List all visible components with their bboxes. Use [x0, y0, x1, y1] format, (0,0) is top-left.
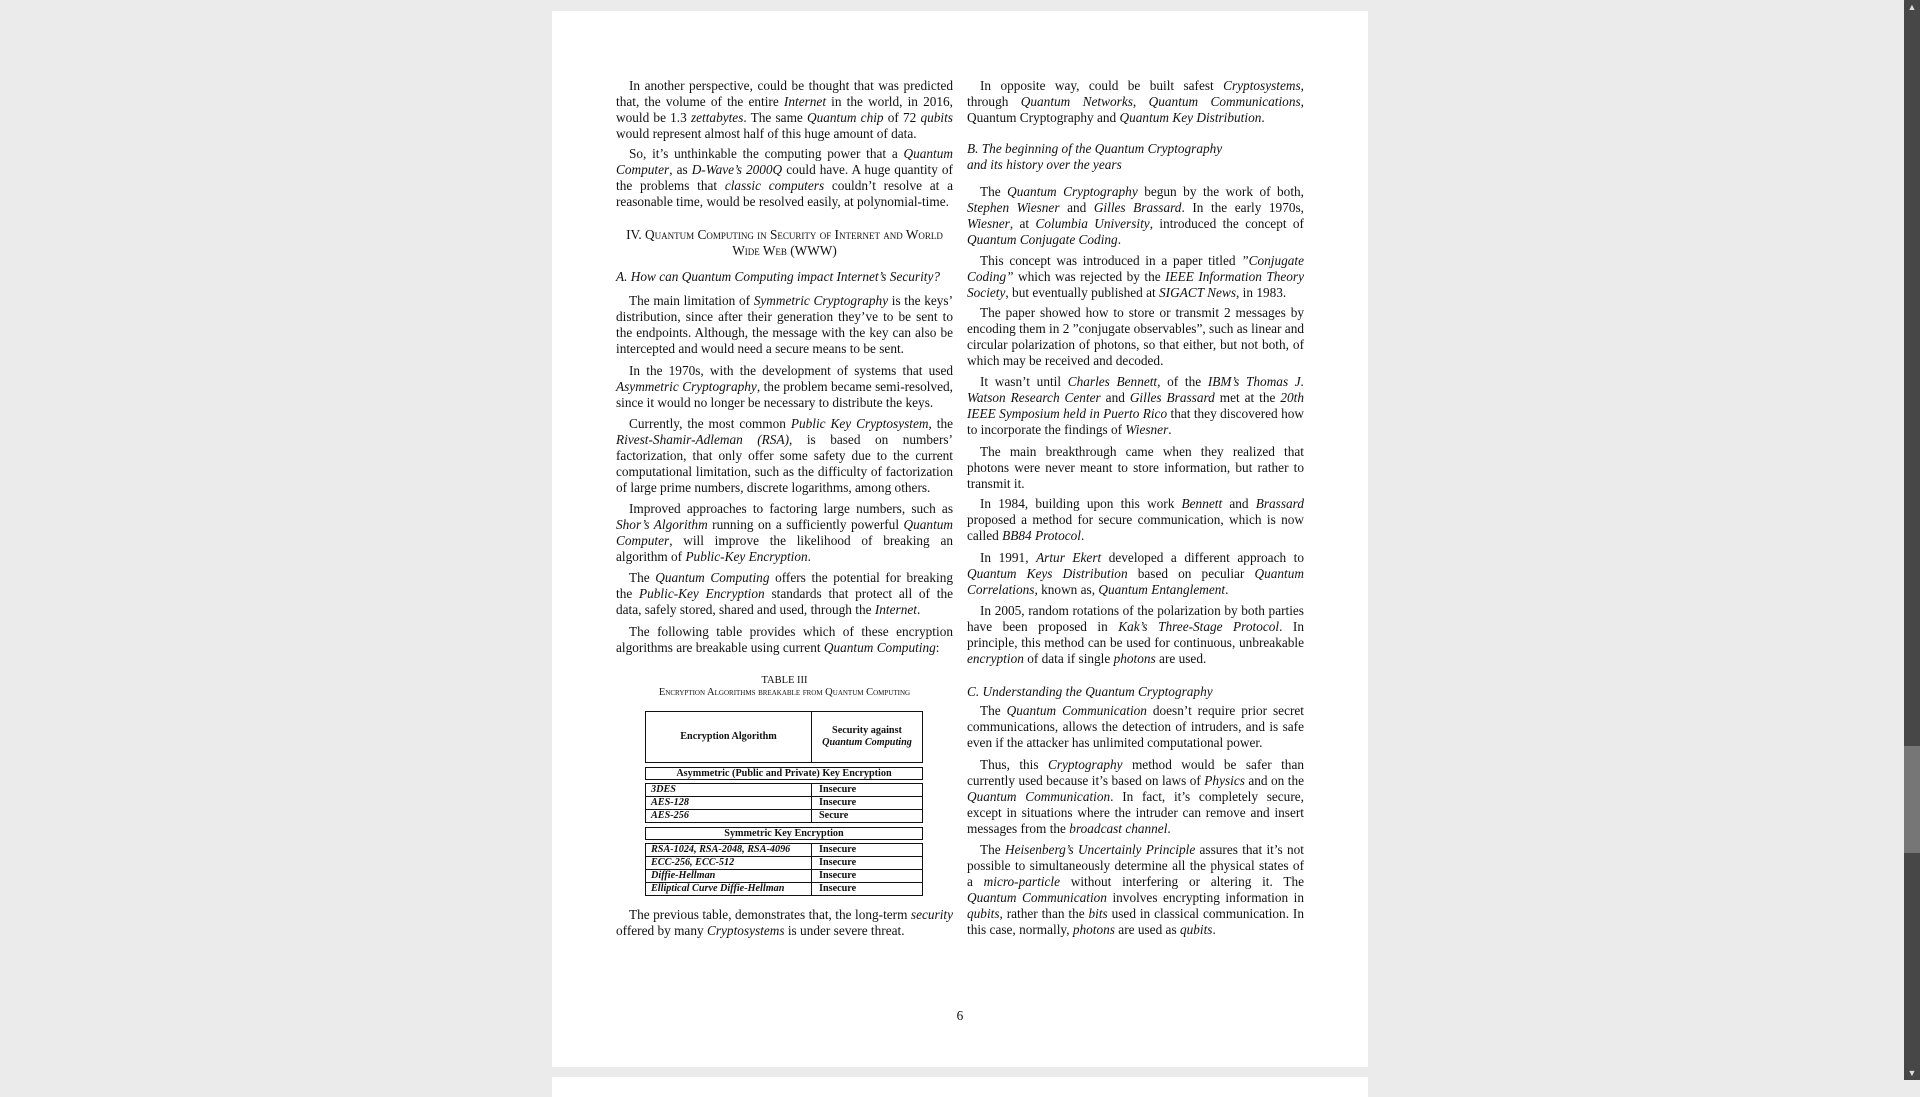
algorithm-cell: Diffie-Hellman — [646, 870, 812, 882]
italic-term: Quantum Networks — [1020, 94, 1133, 109]
security-cell: Insecure — [819, 784, 857, 795]
text-run: standards that protect all of the data, safely stored, shared and used, through the — [616, 586, 953, 617]
text-run: The previous table, demonstrates that, the long-term — [629, 907, 911, 922]
text-run: In 1991, — [980, 550, 1037, 565]
italic-term: Quantum Computing — [655, 570, 770, 585]
table-group-header: Asymmetric (Public and Private) Key Encryption — [645, 767, 923, 780]
table-header — [645, 711, 923, 763]
paragraph — [967, 550, 1304, 598]
italic-term: zettabytes — [690, 110, 744, 125]
italic-term: Quantum Conjugate Coding — [967, 232, 1118, 247]
italic-term: bits — [1088, 906, 1108, 921]
text-run: based on peculiar — [1127, 566, 1255, 581]
text-run: of 72 — [883, 110, 921, 125]
text-run: This concept was introduced in a paper titled — [980, 253, 1242, 268]
italic-term: Quantum Cryptography — [1007, 184, 1138, 199]
italic-term: D-Wave’s 2000Q — [691, 162, 783, 177]
text-run: In 1984, building upon this work — [980, 496, 1182, 511]
security-cell: Insecure — [819, 870, 857, 881]
italic-term: classic computers — [724, 178, 825, 193]
security-cell: Insecure — [819, 844, 857, 855]
text-run: without interfering or altering it. The — [1059, 874, 1305, 889]
text-run: , the — [928, 416, 953, 431]
security-cell: Insecure — [819, 857, 857, 868]
italic-term: micro-particle — [983, 874, 1060, 889]
vertical-scrollbar[interactable] — [1904, 0, 1920, 1080]
text-run: . — [1167, 821, 1171, 836]
text-run: In the 1970s, with the development of systems that used — [629, 363, 953, 378]
text-run: offered by many — [616, 923, 707, 938]
header-algorithm: Encryption Algorithm — [646, 712, 812, 762]
italic-term: Charles Bennett — [1067, 374, 1158, 389]
paragraph — [616, 78, 953, 142]
text-run: , rather than the — [999, 906, 1089, 921]
table-row — [646, 856, 922, 869]
text-run: . The same — [743, 110, 807, 125]
italic-term: Quantum Entanglement — [1098, 582, 1226, 597]
header-security — [812, 712, 922, 762]
italic-term: Internet — [783, 94, 827, 109]
text-run: are used. — [1155, 651, 1207, 666]
italic-term: Cryptography — [1047, 757, 1123, 772]
scrollbar-thumb[interactable] — [1904, 746, 1920, 853]
paragraph — [967, 253, 1304, 301]
paragraph — [616, 501, 953, 565]
italic-term: Quantum Communication — [1006, 703, 1147, 718]
text-run: running on a sufficiently powerful — [707, 517, 904, 532]
text-run: proposed a method for secure communication, which is now called — [967, 512, 1304, 543]
italic-term: qubits — [1179, 922, 1213, 937]
text-run: , as — [669, 162, 692, 177]
italic-term: Wiesner — [967, 216, 1010, 231]
text-run: Improved approaches to factoring large numbers, such as — [629, 501, 953, 516]
italic-term: Heisenberg’s Uncertainly Principle — [1004, 842, 1196, 857]
security-cell: Insecure — [819, 883, 857, 894]
text-run: Thus, this — [980, 757, 1048, 772]
paragraph — [616, 624, 953, 656]
italic-term: Quantum Key Distribution — [1119, 110, 1262, 125]
table-row — [646, 844, 922, 856]
text-run: , the problem became semi-resolved, since it would no longer be necessary to distribute the keys. — [616, 379, 953, 410]
chevron-up-icon[interactable]: ▲ — [1907, 2, 1917, 12]
italic-term: Bennett — [1181, 496, 1223, 511]
paragraph — [967, 305, 1304, 369]
italic-term: ”Conjugate Coding” — [967, 253, 1304, 284]
text-run: . — [1225, 582, 1229, 597]
algorithm-cell: AES-256 — [646, 810, 812, 822]
italic-term: Cryptosystems — [706, 923, 785, 938]
italic-term: Symmetric Cryptography — [753, 293, 889, 308]
table-group-rows — [645, 843, 923, 896]
subsection-heading: C. Understanding the Quantum Cryptography — [967, 684, 1213, 699]
text-run: , is based on numbers’ factorization, that only offer some safety due to the current computational limitation, such as the difficulty of factorization of large prime numbers, discrete logarithms, among others. — [616, 432, 953, 495]
italic-term: IBM’s Thomas J. Watson Research Center — [967, 374, 1305, 405]
paragraph — [967, 603, 1304, 667]
text-run: It wasn’t until — [980, 374, 1068, 389]
text-run: The main limitation of — [629, 293, 754, 308]
italic-term: qubits — [967, 906, 1000, 921]
text-run: that they discovered how to incorporate the findings of — [967, 406, 1304, 437]
text-run: , known as, — [1034, 582, 1099, 597]
italic-term: Quantum Computing — [823, 640, 936, 655]
text-run: . — [807, 549, 811, 564]
text-run: and on the — [1244, 773, 1304, 788]
table-row — [646, 809, 922, 822]
paragraph — [616, 416, 953, 496]
text-run: doesn’t require prior secret communications, allows the detection of intruders, and is safe even if the attacker has unlimited computational power. — [967, 703, 1304, 750]
italic-term: Physics — [1204, 773, 1245, 788]
italic-term: Kak’s Three-Stage Protocol — [1118, 619, 1280, 634]
text-run: involves encrypting information in — [1106, 890, 1304, 905]
italic-term: Quantum Keys Distribution — [967, 566, 1128, 581]
encryption-table — [645, 711, 923, 896]
section-heading: IV. Quantum Computing in Security of Internet and World Wide Web (WWW) — [626, 227, 943, 258]
text-run: . In fact, it’s completely secure, except in situations where the intruder can remove and insert messages from the — [967, 789, 1304, 836]
security-cell: Insecure — [819, 797, 857, 808]
text-run: . In principle, this method can be used for continuous, unbreakable — [967, 619, 1304, 650]
italic-term: photons — [1113, 651, 1156, 666]
subsection-heading-line: B. The beginning of the Quantum Cryptography — [967, 141, 1223, 156]
text-run: and — [1100, 390, 1130, 405]
italic-term: IEEE Information Theory Society — [967, 269, 1304, 300]
paragraph — [967, 184, 1304, 248]
italic-term: Quantum Correlations — [967, 566, 1304, 597]
text-run: would represent almost half of this huge amount of data. — [616, 126, 917, 141]
next-pdf-page — [552, 1077, 1368, 1097]
paragraph — [967, 444, 1304, 492]
security-cell: Secure — [819, 810, 849, 821]
text-run: and — [1222, 496, 1256, 511]
text-run: , but eventually published at — [1005, 285, 1160, 300]
text-run: couldn’t resolve at a reasonable time, would be resolved easily, at polynomial-time. — [616, 178, 953, 209]
text-run: offers the potential for breaking the — [616, 570, 954, 601]
text-run: , in 1983. — [1236, 285, 1287, 300]
header-security-line1: Security against — [832, 725, 902, 736]
text-run: in the world, in 2016, would be 1.3 — [616, 94, 953, 125]
text-run: . In the early 1970s, — [1181, 200, 1304, 215]
table-group-header: Symmetric Key Encryption — [645, 827, 923, 840]
text-run: In 2005, random rotations of the polarization by both parties have been proposed in — [967, 603, 1304, 634]
page-number: 6 — [956, 1008, 964, 1023]
text-run: , of the — [1157, 374, 1208, 389]
italic-term: Public-Key Encryption — [685, 549, 808, 564]
italic-term: Quantum chip — [807, 110, 884, 125]
algorithm-cell: ECC-256, ECC-512 — [646, 857, 812, 869]
italic-term: Shor’s Algorithm — [616, 517, 708, 532]
text-run: met at the — [1214, 390, 1281, 405]
text-run: The — [980, 842, 1005, 857]
paragraph — [967, 703, 1304, 751]
text-run: , at — [1009, 216, 1036, 231]
pdf-page — [552, 11, 1368, 1067]
text-run: : — [935, 640, 940, 655]
text-run: . — [1117, 232, 1122, 247]
paragraph — [967, 374, 1304, 438]
italic-term: Gilles Brassard — [1093, 200, 1182, 215]
text-run: . — [1080, 528, 1085, 543]
text-run: developed a different approach to — [1101, 550, 1304, 565]
italic-term: Quantum Computer — [616, 517, 954, 548]
italic-term: security — [910, 907, 953, 922]
text-run: In opposite way, could be built safest — [980, 78, 1224, 93]
subsection-heading-line: and its history over the years — [967, 157, 1122, 172]
paragraph — [616, 293, 953, 357]
text-run: , Quantum Cryptography and — [967, 94, 1304, 125]
table-row — [646, 882, 922, 895]
italic-term: Cryptosystems — [1223, 78, 1301, 93]
italic-term: Public-Key Encryption — [639, 586, 765, 601]
paragraph — [967, 78, 1304, 126]
text-run: The — [980, 703, 1007, 718]
italic-term: Quantum Communication — [967, 789, 1111, 804]
text-run: The paper showed how to store or transmit 2 messages by encoding them in 2 ”conjugate observables”, such as linear and circular polarization of photons, so that either, but not both, of which may be received and decoded. — [967, 305, 1304, 368]
paragraph — [967, 842, 1304, 938]
italic-term: Quantum Communications — [1148, 94, 1301, 109]
text-run: are used as — [1114, 922, 1180, 937]
italic-term: Columbia University — [1035, 216, 1150, 231]
table-row — [646, 869, 922, 882]
algorithm-cell: Elliptical Curve Diffie-Hellman — [646, 883, 812, 895]
table-label: TABLE III — [761, 675, 808, 686]
table-row — [646, 796, 922, 809]
chevron-down-icon[interactable]: ▼ — [1907, 1068, 1917, 1078]
italic-term: Rivest-Shamir-Adleman (RSA) — [616, 432, 790, 447]
table-caption: Encryption Algorithms breakable from Quantum Computing — [658, 687, 911, 698]
text-run: , — [1132, 94, 1149, 109]
header-security-line2: Quantum Computing — [822, 737, 912, 748]
paragraph — [616, 146, 953, 210]
text-run: , through — [967, 78, 1304, 109]
italic-term: Gilles Brassard — [1129, 390, 1215, 405]
text-run: , introduced the concept of — [1149, 216, 1304, 231]
text-run: is the keys’ distribution, since after their generation they’ve to be sent to the endpoints. Although, the message with the key can also be intercepted and would need a secure means to be sent. — [616, 293, 954, 356]
text-run: used in classical communication. In this case, normally, — [967, 906, 1304, 937]
table-row — [646, 784, 922, 796]
italic-term: SIGACT News — [1159, 285, 1236, 300]
italic-term: photons — [1072, 922, 1115, 937]
italic-term: encryption — [967, 651, 1024, 666]
text-run: , will improve the likelihood of breaking an algorithm of — [616, 533, 953, 564]
italic-term: broadcast channel — [1069, 821, 1168, 836]
text-run: and — [1059, 200, 1094, 215]
paragraph — [967, 496, 1304, 544]
text-run: So, it’s unthinkable the computing power that a — [629, 146, 904, 161]
italic-term: Brassard — [1255, 496, 1304, 511]
text-run: method would be safer than currently used because it’s based on laws of — [967, 757, 1305, 788]
italic-term: Public Key Cryptosystem — [790, 416, 929, 431]
subsection-heading: A. How can Quantum Computing impact Internet’s Security? — [616, 269, 941, 284]
italic-term: Artur Ekert — [1036, 550, 1102, 565]
italic-term: Internet — [874, 602, 917, 617]
italic-term: Quantum Computer — [616, 146, 953, 177]
text-run: . — [1212, 922, 1216, 937]
italic-term: 20th IEEE Symposium held in Puerto Rico — [967, 390, 1305, 421]
text-run: . — [916, 602, 921, 617]
text-run: begun by the work of both, — [1137, 184, 1304, 199]
italic-term: Stephen Wiesner — [967, 200, 1060, 215]
text-run: Currently, the most common — [629, 416, 791, 431]
subsection-heading — [967, 141, 1304, 173]
paragraph — [616, 363, 953, 411]
text-run: could have. A huge quantity of the problems that — [616, 162, 953, 193]
algorithm-cell: AES-128 — [646, 797, 812, 809]
italic-term: qubits — [920, 110, 953, 125]
text-run: . — [1261, 110, 1265, 125]
text-run: In another perspective, could be thought that was predicted that, the volume of the entire — [616, 78, 953, 109]
text-run: The — [980, 184, 1008, 199]
text-run: The main breakthrough came when they realized that photons were never meant to store information, but rather to transmit it. — [967, 444, 1304, 491]
text-run: The — [629, 570, 656, 585]
text-run: . — [1168, 422, 1172, 437]
italic-term: BB84 Protocol — [1002, 528, 1081, 543]
algorithm-cell: RSA-1024, RSA-2048, RSA-4096 — [646, 844, 812, 856]
paragraph — [616, 570, 953, 618]
table-group-rows — [645, 783, 923, 823]
table-body — [645, 767, 923, 896]
text-run: which was rejected by the — [1013, 269, 1166, 284]
text-run: The following table provides which of these encryption algorithms are breakable using current — [616, 624, 953, 655]
text-run: of data if single — [1023, 651, 1114, 666]
italic-term: Wiesner — [1125, 422, 1169, 437]
text-run: is under severe threat. — [784, 923, 905, 938]
algorithm-cell: 3DES — [646, 784, 812, 796]
italic-term: Quantum Communication — [967, 890, 1107, 905]
italic-term: Asymmetric Cryptography — [616, 379, 757, 394]
paragraph — [967, 757, 1304, 837]
text-run: assures that it’s not possible to simultaneously determine all the physical states of a — [967, 842, 1304, 889]
paragraph — [616, 907, 953, 939]
